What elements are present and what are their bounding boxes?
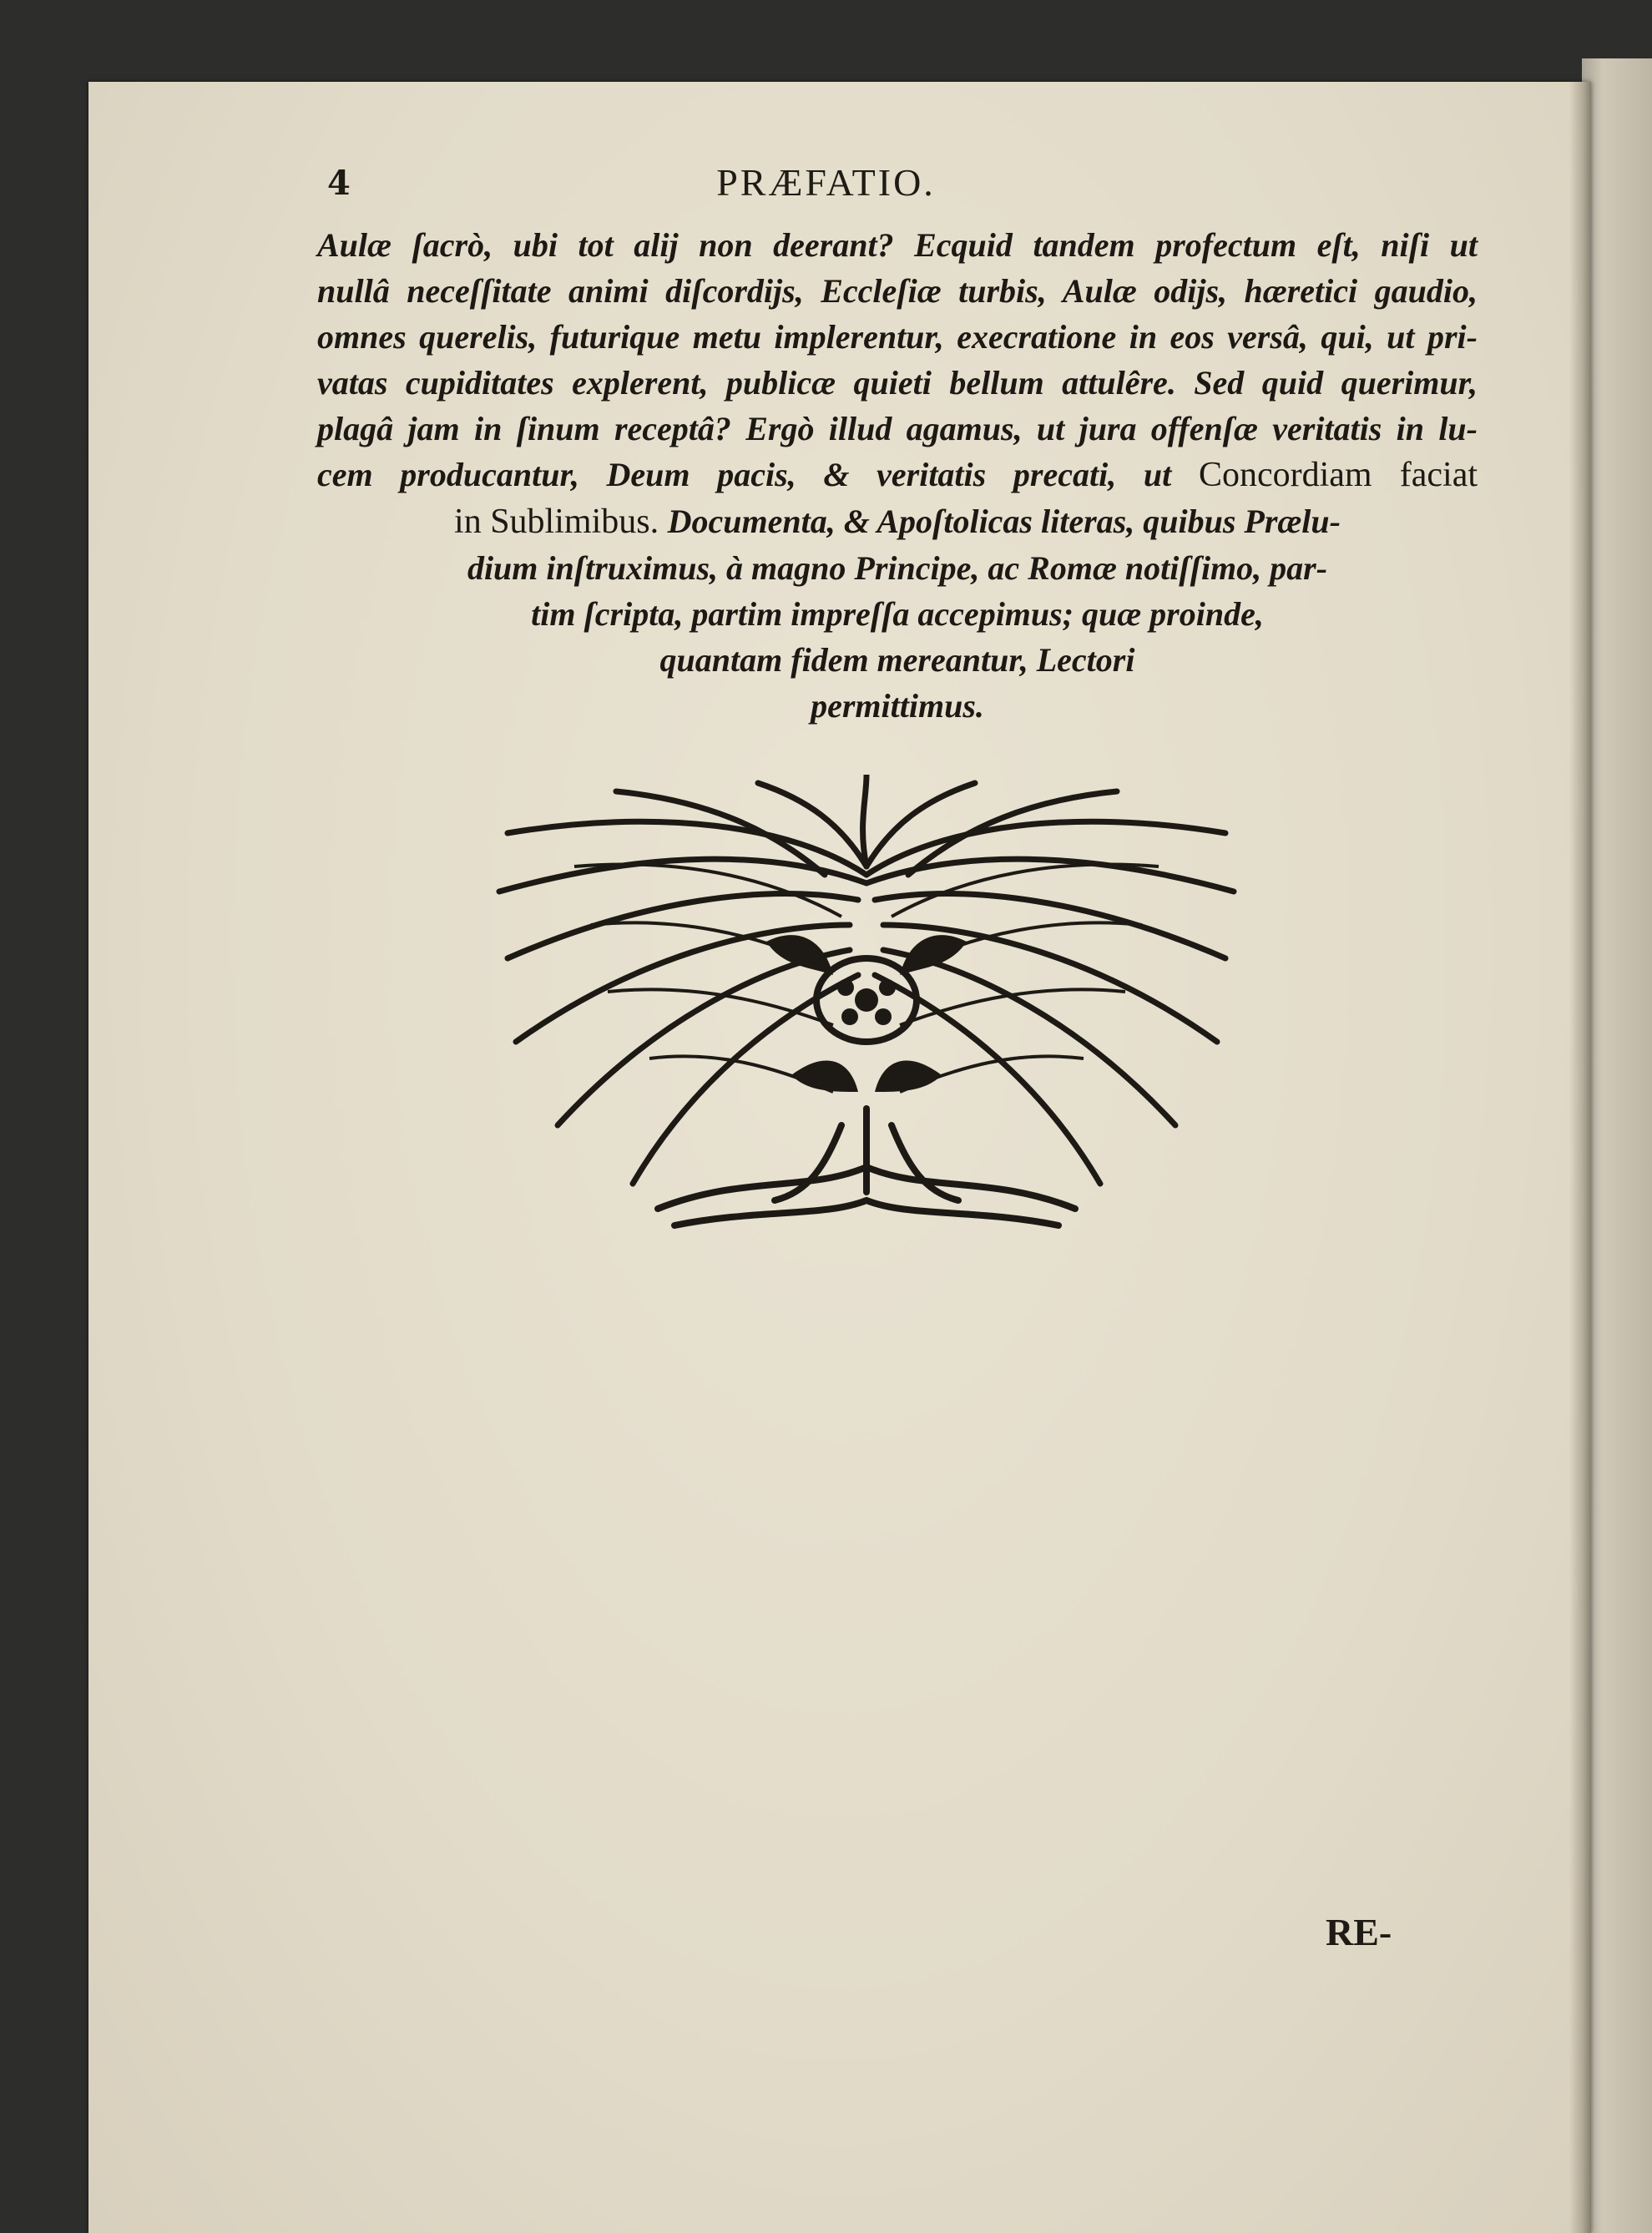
text-line: dium inſtruximus, à magno Principe, ac Romæ notiſſimo, par- bbox=[467, 549, 1328, 587]
text-line: omnes querelis, futurique metu implerentur, execratione in eos versâ, qui, ut pri- bbox=[317, 318, 1478, 356]
text-line: vatas cupiditates explerent, publicæ quieti bellum attulêre. Sed quid querimur, bbox=[317, 364, 1478, 402]
preface-text bbox=[317, 222, 1478, 729]
catchword: RE- bbox=[1326, 1911, 1392, 1953]
foliage-woodcut-ornament-icon bbox=[491, 775, 1242, 1267]
text-line: plagâ jam in ſinum receptâ? Ergò illud agamus, ut jura offenſæ veritatis in lu- bbox=[317, 410, 1478, 447]
page-number: 4 bbox=[327, 164, 351, 203]
text-line: permittimus. bbox=[811, 687, 984, 725]
running-head: PRÆFATIO. bbox=[716, 161, 936, 204]
text-line: nullâ neceſſitate animi diſcordijs, Eccleſiæ turbis, Aulæ odijs, hæretici gaudio, bbox=[317, 272, 1478, 310]
text-line: Aulæ ſacrò, ubi tot alij non deerant? Ecquid tandem profectum eſt, niſi ut bbox=[317, 226, 1478, 264]
text-line: cem producantur, Deum pacis, & veritatis precati, ut Concordiam faciat bbox=[317, 456, 1478, 494]
adjacent-page-edge bbox=[1582, 58, 1652, 2233]
page-gutter-shadow bbox=[1569, 82, 1591, 2233]
text-line: in Sublimibus. Documenta, & Apoſtolicas literas, quibus Prælu- bbox=[454, 503, 1341, 541]
text-line: quantam fidem mereantur, Lectori bbox=[659, 641, 1135, 679]
text-line: tim ſcripta, partim impreſſa accepimus; quæ proinde, bbox=[531, 595, 1264, 633]
